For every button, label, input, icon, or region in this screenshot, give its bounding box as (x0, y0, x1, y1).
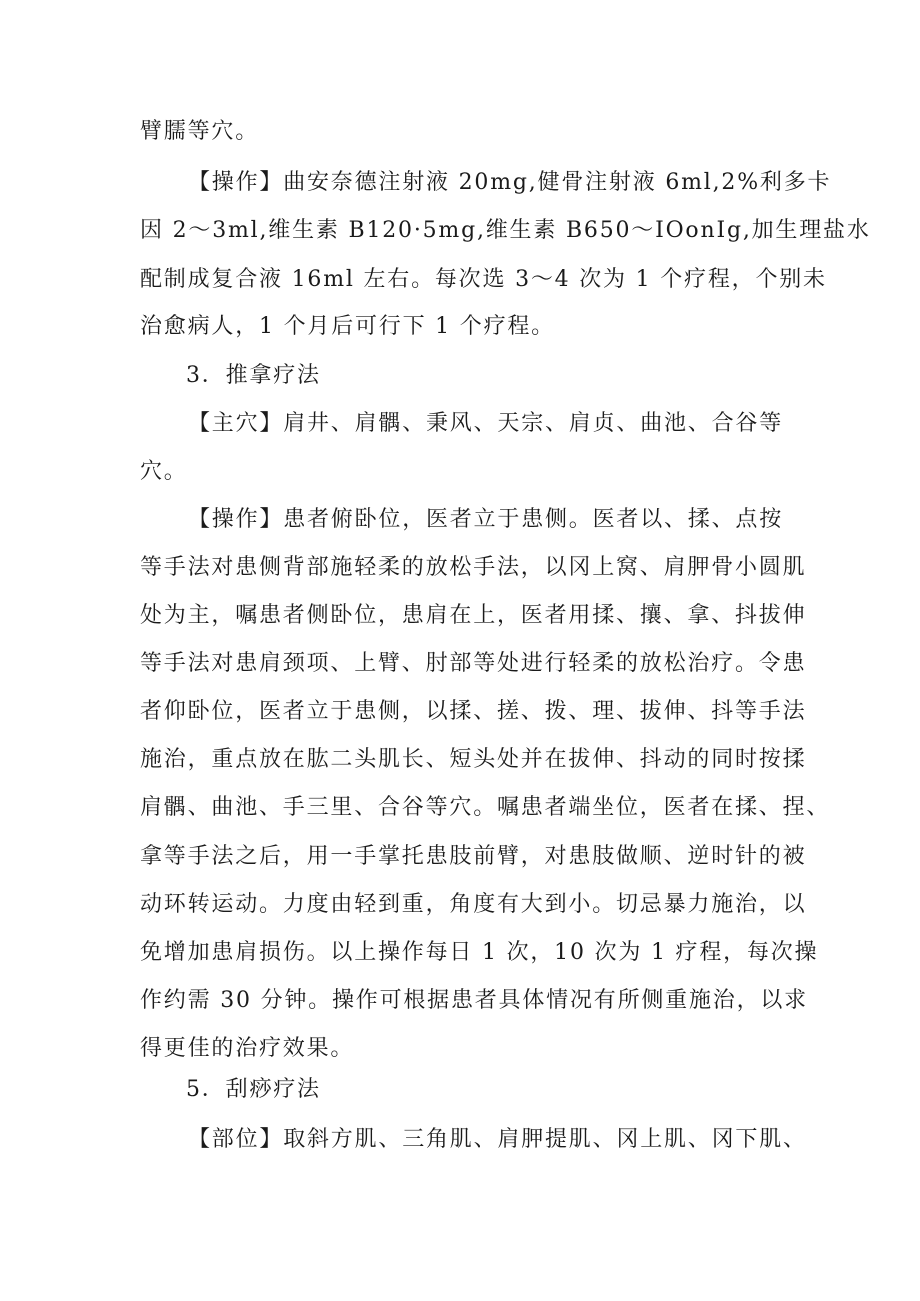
text-line: 配制成复合液 16ml 左右。每次选 3～4 次为 1 个疗程，个别未 (140, 267, 827, 292)
text-line: 得更佳的治疗效果。 (140, 1036, 355, 1061)
text-line: 【主穴】肩井、肩髃、秉风、天宗、肩贞、曲池、合谷等 (188, 411, 784, 436)
text-line: 者仰卧位，医者立于患侧，以揉、搓、拨、理、拔伸、抖等手法 (140, 699, 807, 724)
text-line: 【部位】取斜方肌、三角肌、肩胛提肌、冈上肌、冈下肌、 (188, 1127, 807, 1152)
text-line: 穴。 (140, 459, 188, 484)
text-line: 施治，重点放在肱二头肌长、短头处并在拔伸、抖动的同时按揉 (140, 747, 807, 772)
text-line: 拿等手法之后，用一手掌托患肢前臂，对患肢做顺、逆时针的被 (140, 844, 807, 869)
text-line: 因 2～3ml,维生素 B120·5mg,维生素 B650～IOonIg,加生理盐水 (140, 218, 871, 243)
section-heading: 3．推拿疗法 (186, 363, 321, 388)
section-heading: 5．刮痧疗法 (186, 1077, 321, 1102)
text-line: 【操作】患者俯卧位，医者立于患侧。医者以、揉、点按 (188, 507, 784, 532)
text-line: 治愈病人，1 个月后可行下 1 个疗程。 (140, 314, 555, 339)
text-line: 肩髃、曲池、手三里、合谷等穴。嘱患者端坐位，医者在揉、捏、 (140, 795, 831, 820)
text-line: 免增加患肩损伤。以上操作每日 1 次，10 次为 1 疗程，每次操 (140, 940, 819, 965)
text-line: 【操作】曲安奈德注射液 20mg,健骨注射液 6ml,2%利多卡 (188, 170, 832, 195)
text-line: 等手法对患侧背部施轻柔的放松手法，以冈上窝、肩胛骨小圆肌 (140, 555, 807, 580)
text-line: 动环转运动。力度由轻到重，角度有大到小。切忌暴力施治，以 (140, 892, 807, 917)
text-line: 处为主，嘱患者侧卧位，患肩在上，医者用揉、攘、拿、抖拔伸 (140, 603, 807, 628)
text-line: 作约需 30 分钟。操作可根据患者具体情况有所侧重施治，以求 (140, 988, 808, 1013)
text-line: 等手法对患肩颈项、上臂、肘部等处进行轻柔的放松治疗。令患 (140, 651, 807, 676)
text-line: 臂臑等穴。 (140, 119, 260, 144)
